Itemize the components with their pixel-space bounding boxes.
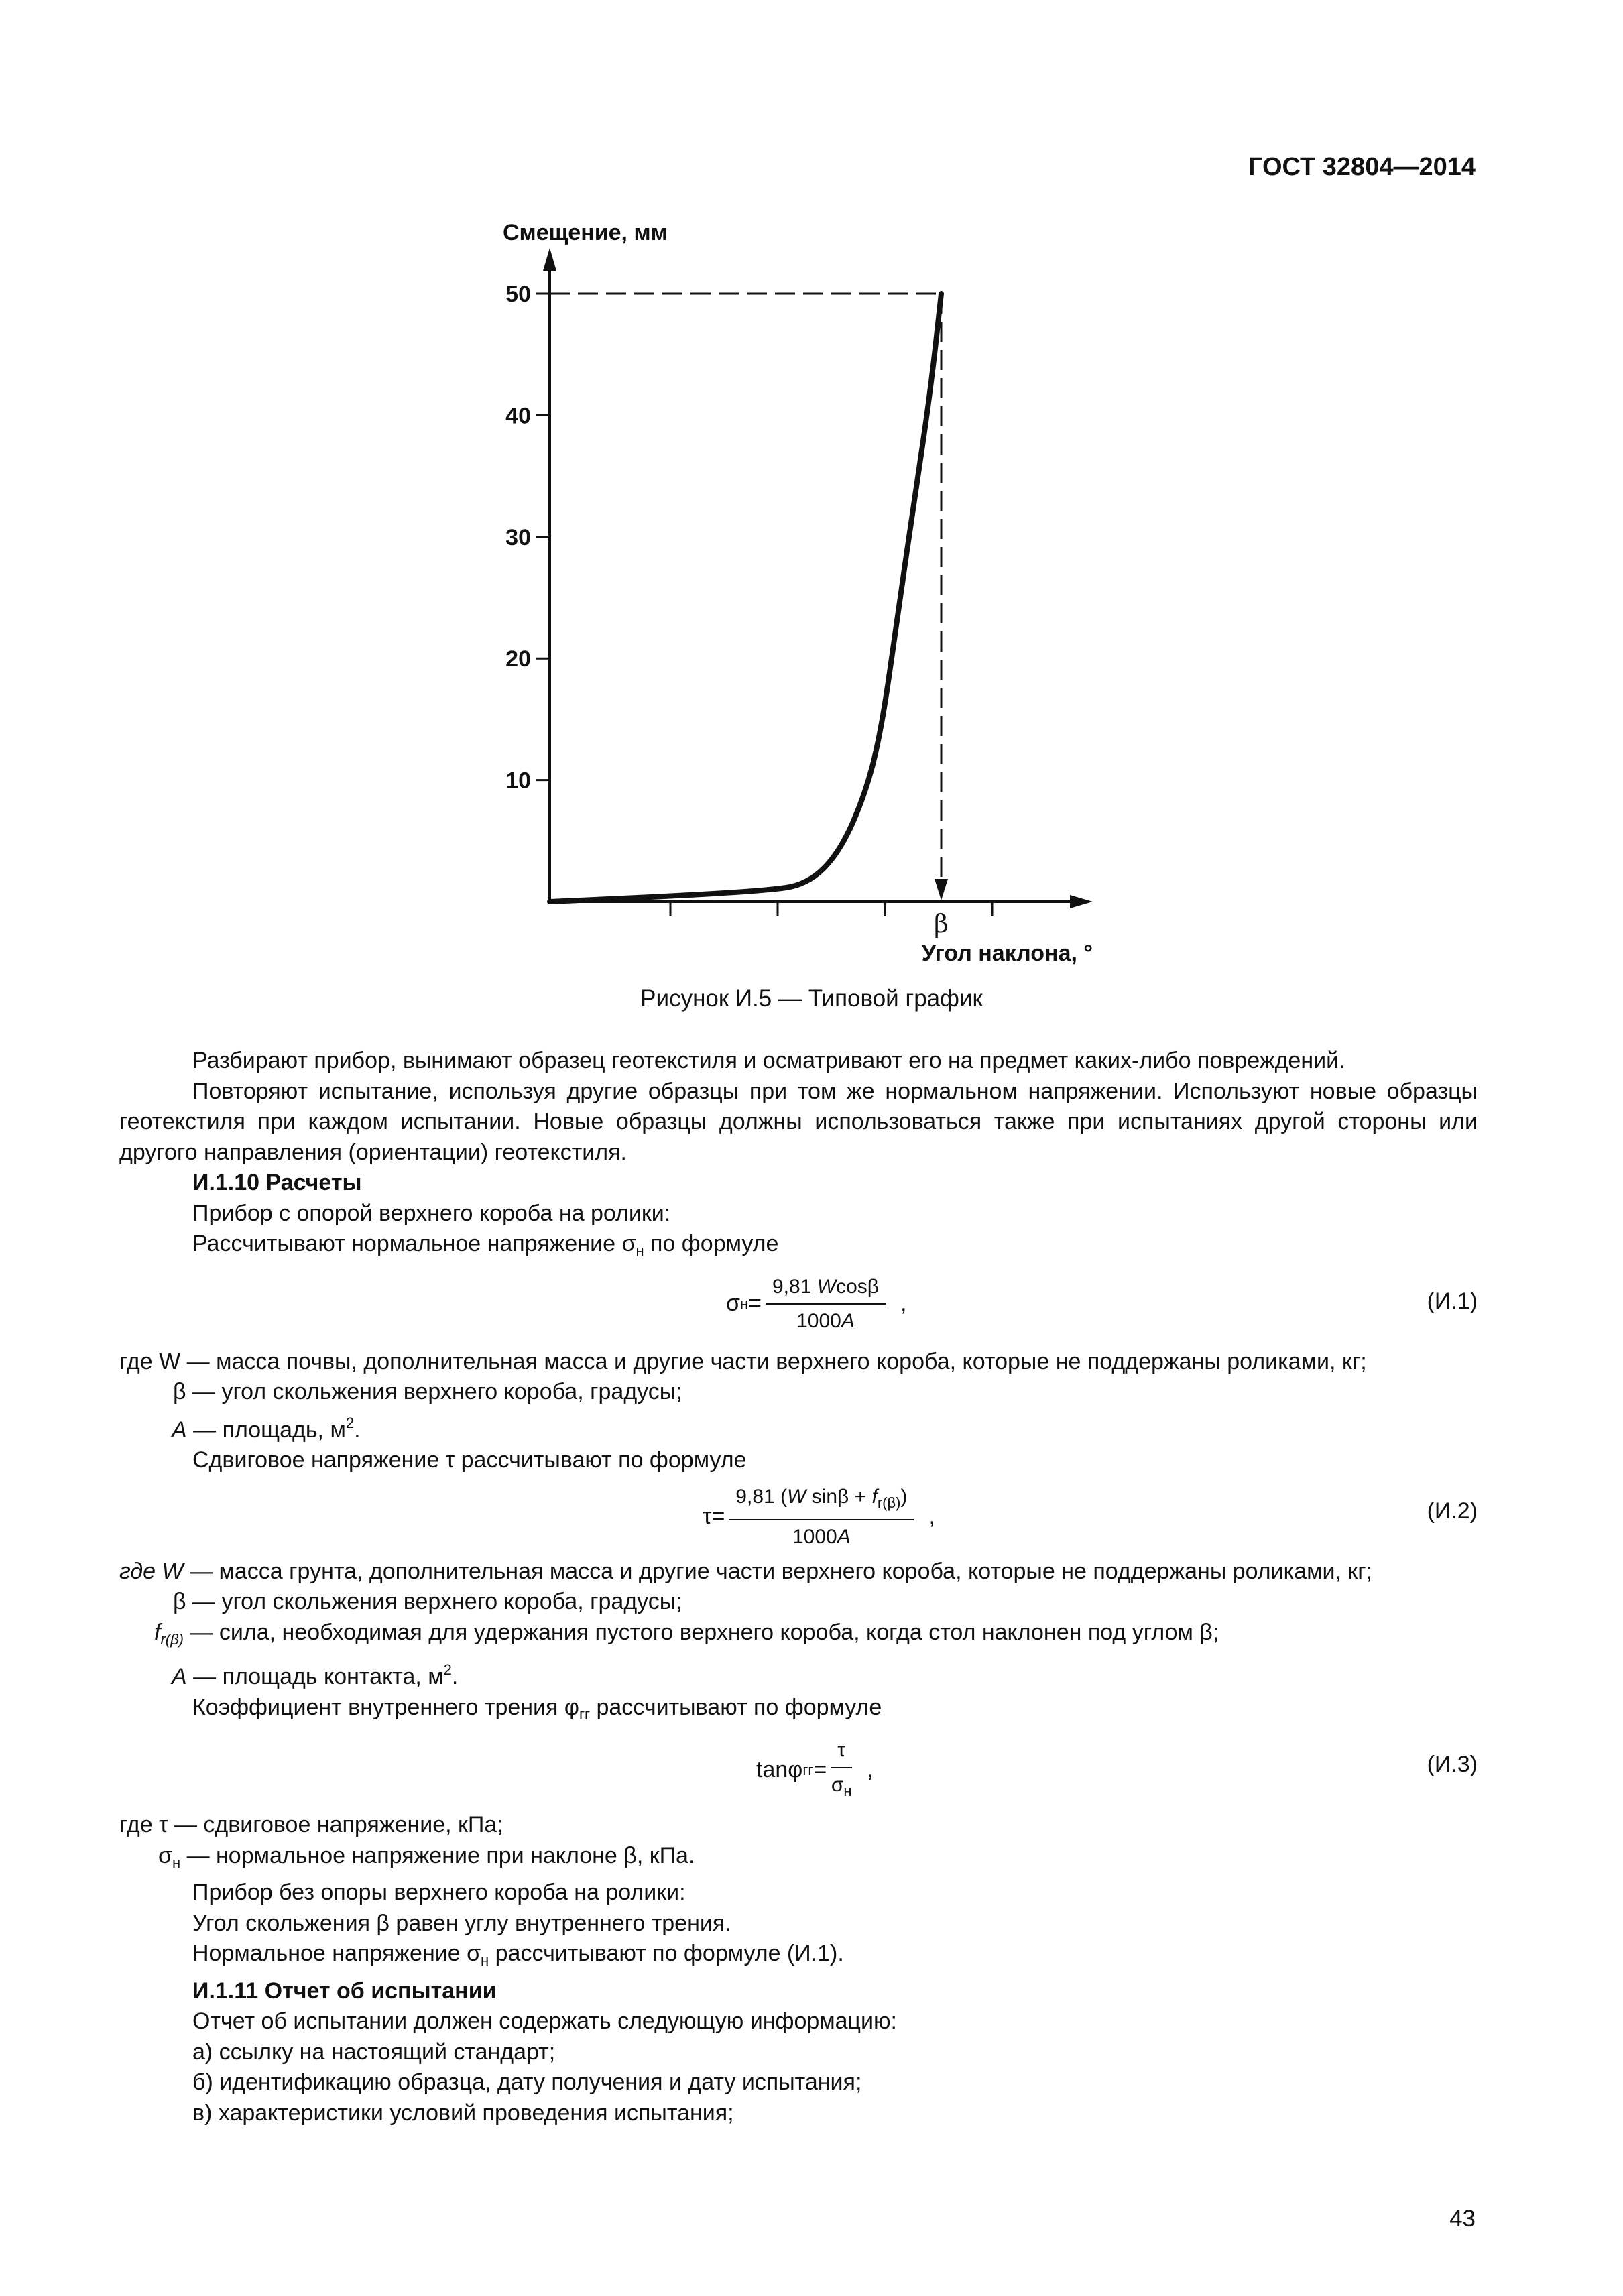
- list-item: а) ссылку на настоящий стандарт;: [192, 2039, 556, 2065]
- paragraph: Угол скольжения β равен углу внутреннего трения.: [192, 1910, 731, 1936]
- reference-arrowhead: [935, 879, 948, 900]
- x-axis-arrow: [1070, 895, 1093, 908]
- typical-graph: [463, 221, 1133, 979]
- displacement-curve: [550, 294, 941, 902]
- paragraph: Повторяют испытание, используя другие образцы при том же нормальном напряжении. Используют новые образцы геотекстиля при каждом испытании. Новые образцы должны использоваться также при испытаниях другой стороны или другого направления (ориентации) геотекстиля.: [119, 1078, 1478, 1165]
- list-item: в) характеристики условий проведения испытания;: [192, 2100, 734, 2126]
- y-axis-label: Смещение, мм: [503, 221, 668, 245]
- paragraph: Сдвиговое напряжение τ рассчитывают по формуле: [192, 1447, 747, 1473]
- section-heading: И.1.10 Расчеты: [192, 1170, 362, 1195]
- formula-2: τ = $\frac{9,81 (W \sin\beta + f_{r(\beta)})}{1000A}$ , (И.2): [119, 1476, 1478, 1557]
- paragraph: Коэффициент внутреннего трения $\varphi_{гг}$ рассчитывают по формуле: [192, 1694, 882, 1723]
- paragraph: Прибор без опоры верхнего короба на ролики:: [192, 1880, 686, 1905]
- paragraph: Прибор с опорой верхнего короба на ролики:: [192, 1200, 671, 1226]
- y-tick-label: 10: [505, 768, 531, 794]
- y-axis-arrow: [543, 248, 556, 271]
- formula-number: (И.1): [1427, 1288, 1478, 1314]
- section-heading: И.1.11 Отчет об испытании: [192, 1978, 497, 2004]
- y-tick-label: 20: [505, 646, 531, 672]
- list-item: б) идентификацию образца, дату получения и дату испытания;: [192, 2069, 862, 2095]
- beta-label: β: [934, 909, 949, 939]
- document-header: ГОСТ 32804—2014: [1248, 153, 1476, 181]
- figure-caption: Рисунок И.5 — Типовой график: [640, 985, 983, 1012]
- reference-lines: [550, 294, 948, 900]
- formula-3: tanφ гг = $\frac{\tau}{\sigma_н}$ , (И.3): [119, 1730, 1478, 1810]
- formula-1: σ н = $\frac{9,81 Wcos\beta}{1000A}$ , (И.1): [119, 1266, 1478, 1347]
- body-text: [119, 1046, 1478, 2128]
- paragraph: Рассчитывают нормальное напряжение $\sigma_н$ по формуле: [192, 1231, 779, 1259]
- page-number: 43: [1449, 2206, 1476, 2232]
- formula-number: (И.3): [1427, 1752, 1478, 1777]
- where-block-2: где W — масса грунта, дополнительная масса и другие части верхнего короба, которые не поддержаны роликами, кг; β — угол скольжения верхнего короба, градусы; $f_{r(\beta)}$ — сила, необходимая для удержания пустого верхнего короба, когда стол наклонен под углом β; A — площадь контакта, $м^2$.: [119, 1558, 1373, 1689]
- formula-number: (И.2): [1427, 1498, 1478, 1524]
- y-tick-label: 30: [505, 524, 531, 550]
- paragraph: Отчет об испытании должен содержать следующую информацию:: [192, 2008, 897, 2034]
- where-block-3: где τ — сдвиговое напряжение, кПа; $\sigma_н$ — нормальное напряжение при наклоне β, кПа.: [119, 1812, 695, 1871]
- x-axis-label: Угол наклона, °: [921, 941, 1093, 966]
- y-tick-label: 40: [505, 403, 531, 429]
- paragraph: Нормальное напряжение $\sigma_н$ рассчитывают по формуле (И.1).: [192, 1941, 844, 1969]
- chart-axes: [543, 248, 1093, 908]
- y-tick-label: 50: [505, 282, 531, 307]
- paragraph: Разбирают прибор, вынимают образец геотекстиля и осматривают его на предмет каких-либо повреждений.: [192, 1048, 1345, 1073]
- chart-ticks: [505, 282, 992, 916]
- where-block-1: где W — масса почвы, дополнительная масса и другие части верхнего короба, которые не поддержаны роликами, кг; β — угол скольжения верхнего короба, градусы; A — площадь, $м^2$.: [119, 1348, 1367, 1443]
